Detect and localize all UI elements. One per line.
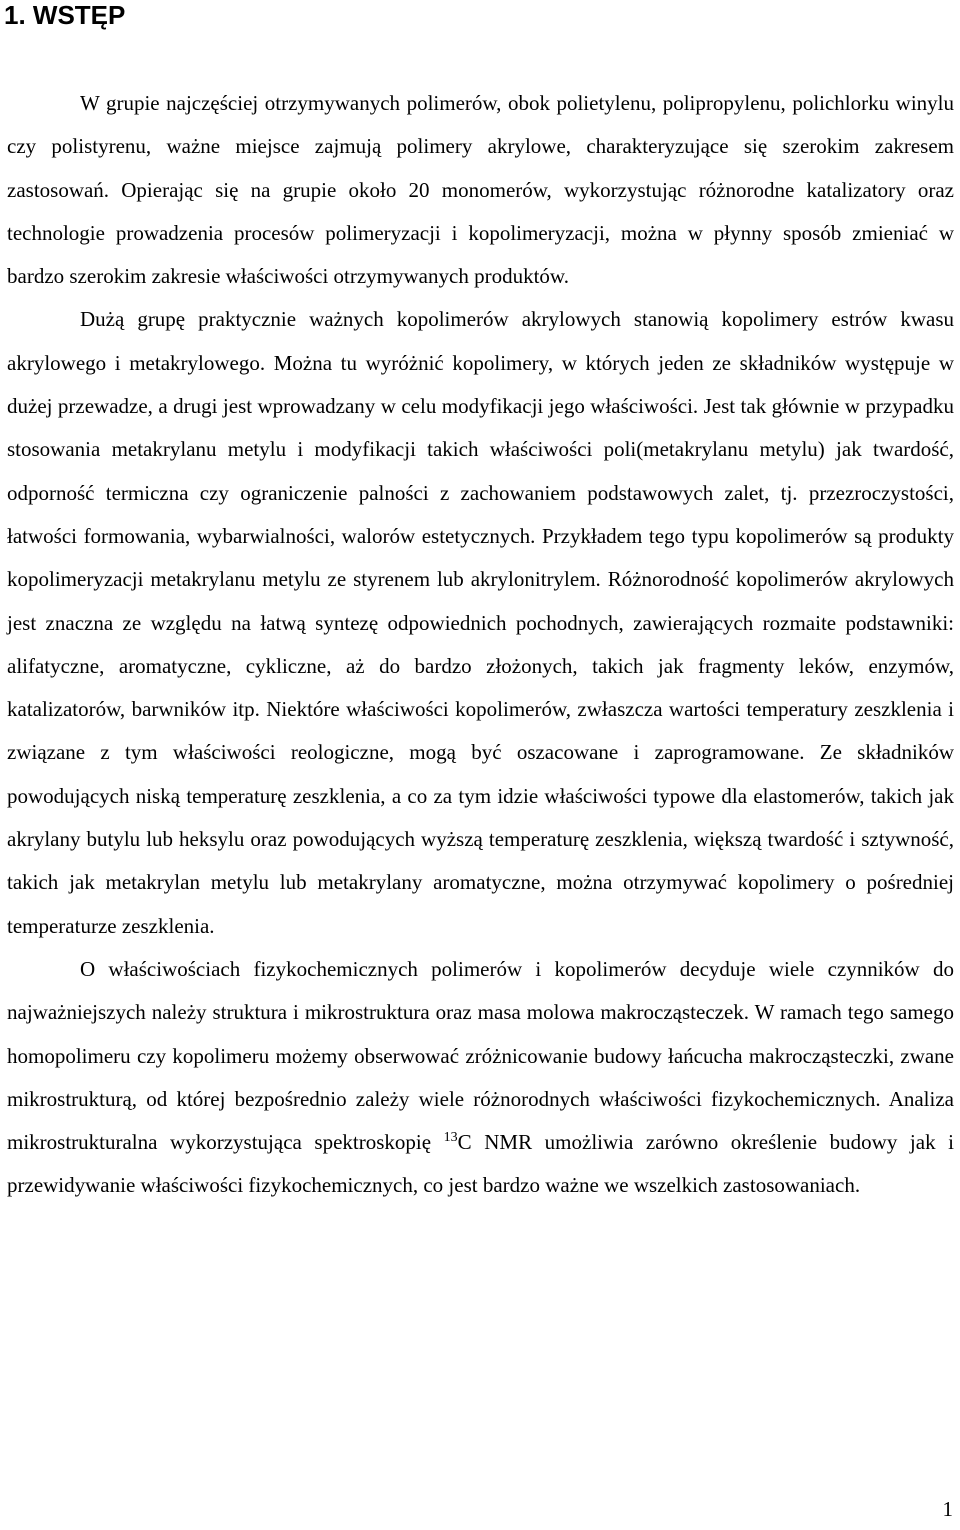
paragraph-microstructure [7,948,954,1208]
paragraph-text-before-isotope: O właściwościach fizykochemicznych polimerów i kopolimerów decyduje wiele czynników do najważniejszych należy struktura i mikrostruktura oraz masa molowa makrocząsteczek. W ramach tego samego homopolimeru czy kopolimeru możemy obserwować zróżnicowanie budowy łańcucha makrocząsteczki, zwane mikrostrukturą, od której bezpośrednio zależy wiele różnorodnych właściwości fizykochemicznych. Analiza mikrostrukturalna wykorzystująca spektroskopię [7,956,954,1155]
section-heading: 1. WSTĘP [4,0,126,30]
page-number: 1 [942,1497,953,1521]
body-text [7,82,954,1208]
paragraph-acrylic-copolymers: Dużą grupę praktycznie ważnych kopolimerów akrylowych stanowią kopolimery estrów kwasu akrylowego i metakrylowego. Można tu wyróżnić kopolimery, w których jeden ze składników występuje w dużej przewadze, a drugi jest wprowadzany w celu modyfikacji jego właściwości. Jest tak głównie w przypadku stosowania metakrylanu metylu i modyfikacji takich właściwości poli(metakrylanu metylu) jak twardość, odporność termiczna czy ograniczenie palności z zachowaniem podstawowych zalet, tj. przezroczystości, łatwości formowania, wybarwialności, walorów estetycznych. Przykładem tego typu kopolimerów są produkty kopolimeryzacji metakrylanu metylu ze styrenem lub akrylonitrylem. Różnorodność kopolimerów akrylowych jest znaczna ze względu na łatwą syntezę odpowiednich pochodnych, zawierających rozmaite podstawniki: alifatyczne, aromatyczne, cykliczne, aż do bardzo złożonych, takich jak fragmenty leków, enzymów, katalizatorów, barwników itp. Niektóre właściwości kopolimerów, zwłaszcza wartości temperatury zeszklenia i związane z tym właściwości reologiczne, mogą być oszacowane i zaprogramowane. Ze składników powodujących niską temperaturę zeszklenia, a co za tym idzie właściwości typowe dla elastomerów, takich jak akrylany butylu lub heksylu oraz powodujących wyższą temperaturę zeszklenia, większą twardość i sztywność, takich jak metakrylan metylu lub metakrylany aromatyczne, można otrzymywać kopolimery o pośredniej temperaturze zeszklenia. [7,307,954,938]
paragraph-acrylic-polymers: W grupie najczęściej otrzymywanych polimerów, obok polietylenu, polipropylenu, polichlorku winylu czy polistyrenu, ważne miejsce zajmują polimery akrylowe, charakteryzujące się szerokim zakresem zastosowań. Opierając się na grupie około 20 monomerów, wykorzystując różnorodne katalizatory oraz technologie prowadzenia procesów polimeryzacji i kopolimeryzacji, można w płynny sposób zmieniać w bardzo szerokim zakresie właściwości otrzymywanych produktów. [7,91,954,289]
isotope-superscript: 13 [443,1130,458,1146]
paragraph-text-after-isotope: C NMR umożliwia zarówno określenie budowy jak i przewidywanie właściwości fizykochemicznych, co jest bardzo ważne we wszelkich zastosowaniach. [7,1130,954,1198]
